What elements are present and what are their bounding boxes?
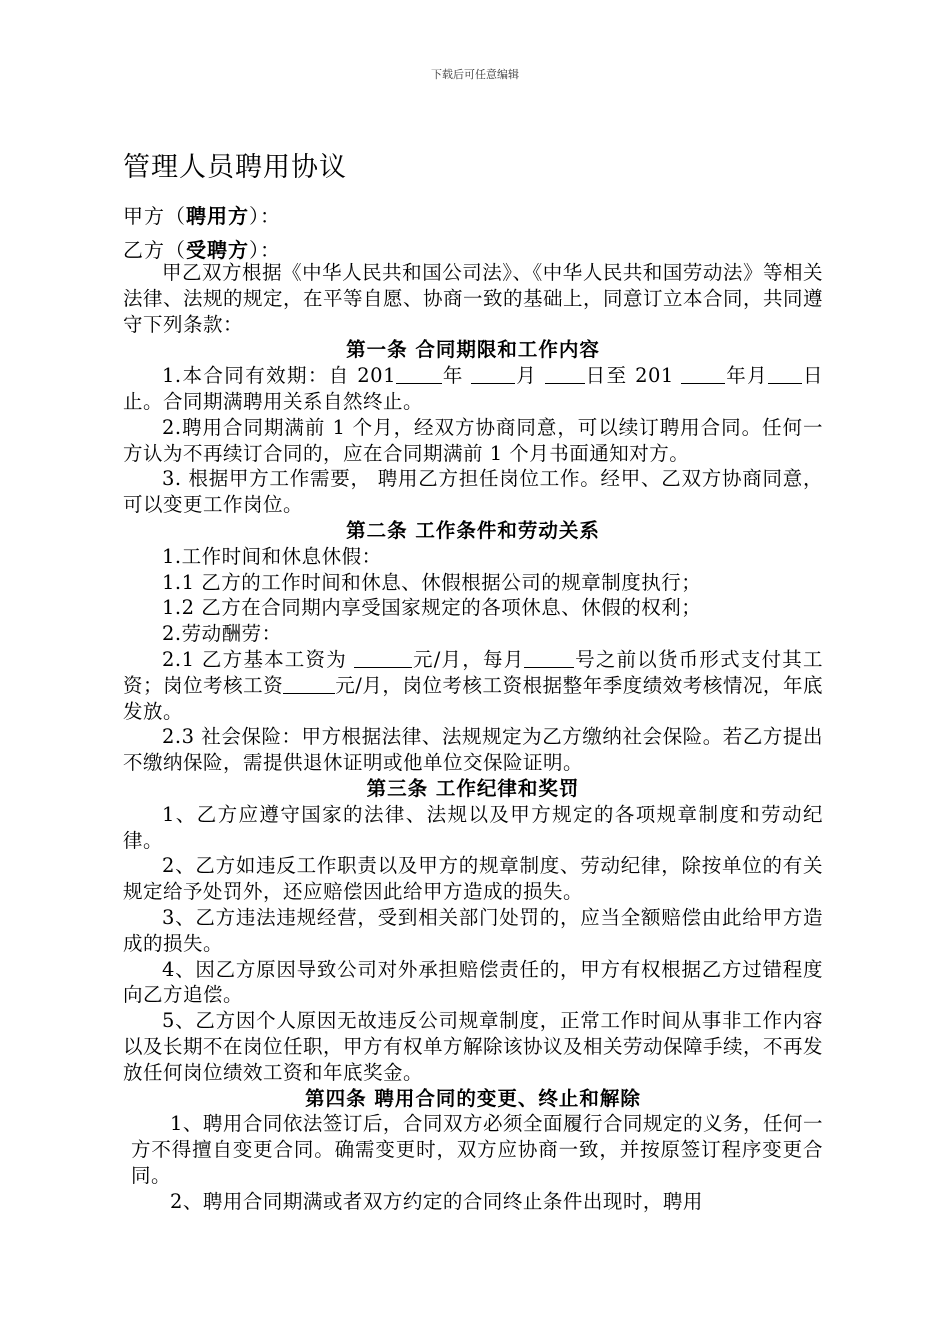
party-a-suffix: ）： (249, 204, 281, 228)
article-3-clause-4: 4、因乙方原因导致公司对外承担赔偿责任的，甲方有权根据乙方过错程度向乙方追偿。 (123, 957, 823, 1007)
end-day-blank (768, 365, 802, 384)
text: 月 (515, 364, 545, 388)
article-3-clause-2: 2、乙方如违反工作职责以及甲方的规章制度、劳动纪律，除按单位的有关规定给予处罚外，还应赔偿因此给甲方造成的损失。 (123, 854, 823, 904)
party-b-prefix: 乙方（ (123, 238, 186, 262)
text: 2.1 乙方基本工资为 (162, 647, 355, 671)
party-b-suffix: ）： (249, 238, 281, 262)
article-2-clause-2-3: 2.3 社会保险：甲方根据法律、法规规定为乙方缴纳社会保险。若乙方提出不缴纳保险，需提供退休证明或他单位交保险证明。 (123, 725, 823, 775)
article-4-clause-2: 2、聘用合同期满或者双方约定的合同终止条件出现时，聘用 (170, 1189, 703, 1213)
article-2-clause-1: 1.工作时间和休息休假： (162, 544, 382, 568)
article-2-clause-1-1: 1.1 乙方的工作时间和休息、休假根据公司的规章制度执行； (162, 570, 702, 594)
document-title: 管理人员聘用协议 (123, 152, 347, 183)
text: 岗位工作。经甲、乙双方协商同意，可以变更工作岗位。 (123, 467, 823, 517)
text: 1.本合同有效期：自 201 (162, 364, 396, 388)
article-1-heading: 第一条 合同期限和工作内容 (346, 338, 600, 362)
article-1-clause-2: 2.聘用合同期满前 1 个月，经双方协商同意，可以续订聘用合同。任何一方认为不再续订合同的，应在合同期满前 1 个月书面通知对方。 (123, 415, 823, 465)
day-blank (545, 365, 585, 384)
intro-paragraph: 甲乙双方根据《中华人民共和国公司法》、《中华人民共和国劳动法》等相关法律、法规的规定，在平等自愿、协商一致的基础上，同意订立本合同，共同遵守下列条款： (123, 261, 824, 336)
header-note: 下载后可任意编辑 (431, 68, 519, 81)
article-2-heading: 第二条 工作条件和劳动关系 (346, 518, 600, 542)
article-3-clause-5: 5、乙方因个人原因无故违反公司规章制度，正常工作时间从事非工作内容以及长期不在岗位任职，甲方有权单方解除该协议及相关劳动保障手续，不再发放任何岗位绩效工资和年底奖金。 (123, 1009, 824, 1084)
text: 年月 (725, 364, 769, 388)
article-3-heading: 第三条 工作纪律和奖罚 (366, 776, 580, 800)
text: 日止。合同期满聘用关系自然终止。 (123, 364, 823, 413)
article-4-clause-1: 1、聘用合同依法签订后，合同双方必须全面履行合同规定的义务，任何一方不得擅自变更合同。确需变更时，双方应协商一致，并按原签订程序变更合同。 (131, 1112, 823, 1187)
text: 3. 根据甲方工作需要， 聘用乙方担任 (162, 467, 500, 491)
article-3-clause-3: 3、乙方违法违规经营，受到相关部门处罚的，应当全额赔偿由此给甲方造成的损失。 (123, 905, 823, 955)
month-blank (471, 365, 515, 384)
article-4-heading: 第四条 聘用合同的变更、终止和解除 (305, 1086, 641, 1110)
text: 日至 201 (584, 364, 682, 388)
text: 号之前以货币形式支付其工资；岗位考核工资 (123, 647, 823, 697)
contract-body (123, 260, 823, 1214)
party-a-prefix: 甲方（ (123, 204, 186, 228)
party-a-line (123, 200, 281, 229)
article-2-clause-2: 2.劳动酬劳： (162, 622, 282, 646)
article-2-clause-2-1 (123, 647, 823, 724)
party-a-role: 聘用方 (186, 204, 249, 228)
party-b-line (123, 234, 281, 263)
text: 元/月，岗位考核工资根据整年季度绩效考核情况，年底发放。 (123, 673, 823, 723)
party-b-role: 受聘方 (186, 238, 249, 262)
bonus-blank (283, 675, 335, 694)
text: 年 (442, 364, 472, 388)
article-3-clause-1: 1、乙方应遵守国家的法律、法规以及甲方规定的各项规章制度和劳动纪律。 (123, 802, 823, 852)
year-blank (396, 365, 442, 384)
text: 元/月，每月 (412, 647, 525, 671)
end-year-blank (681, 365, 725, 384)
salary-blank (354, 649, 412, 668)
article-2-clause-1-2: 1.2 乙方在合同期内享受国家规定的各项休息、休假的权利； (162, 596, 702, 620)
article-1-clause-1 (123, 363, 823, 415)
pay-day-blank (524, 649, 574, 668)
article-1-clause-3 (123, 466, 823, 518)
